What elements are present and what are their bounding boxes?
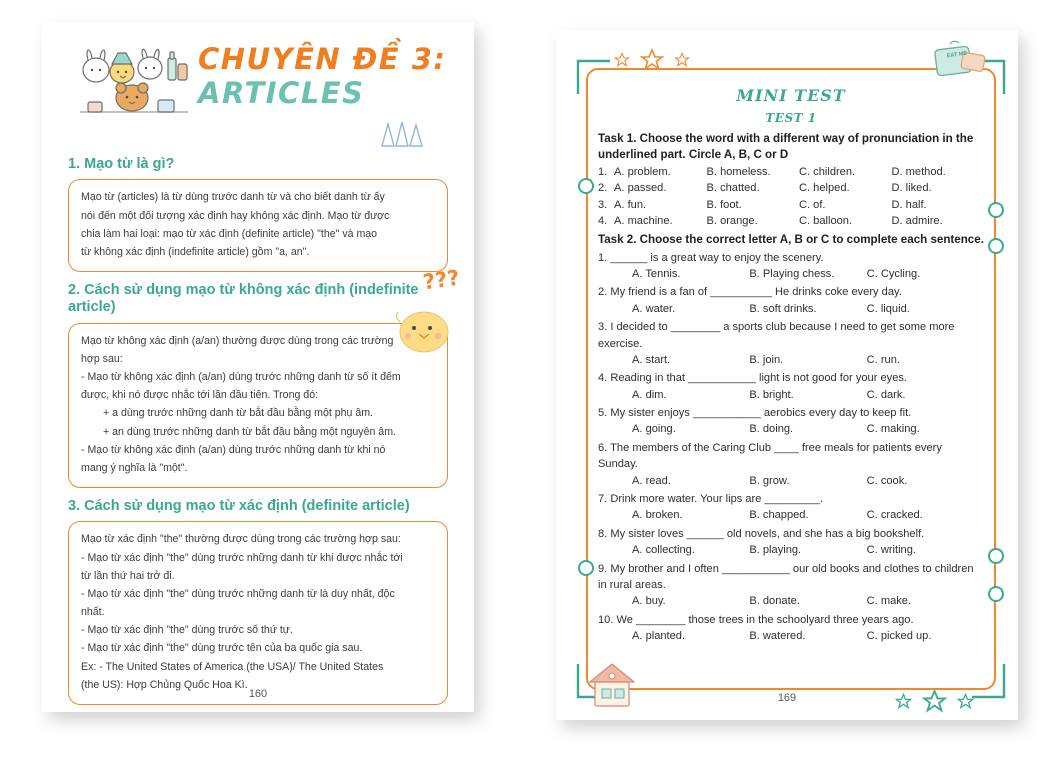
section-1-line-3: chia làm hai loại: mạo từ xác định (definite article) "the" và mạo (81, 227, 378, 240)
section-3-line-2: - Mạo từ xác định "the" dùng trước những danh từ khi được nhắc tới (81, 551, 403, 564)
section-3-box (68, 521, 448, 704)
eat-me-sticker-label: EAT ME (946, 50, 968, 60)
binder-ring-right-4 (988, 586, 1004, 602)
option-c[interactable]: C. helped. (799, 182, 850, 195)
section-1-line-2: nói đến một đối tượng xác định hay không xác định. Mạo từ được (81, 209, 390, 222)
option-b[interactable]: B. watered. (749, 630, 806, 643)
section-2-line-2: hợp sau: (81, 352, 123, 365)
section-3-line-3: từ lần thứ hai trở đi. (81, 569, 175, 582)
mini-test-title: MINI TEST (736, 86, 846, 105)
task-1-options (614, 180, 984, 197)
question-text: 1. ______ is a great way to enjoy the scenery. (598, 251, 824, 264)
right-page-content (556, 30, 1018, 720)
task-1-row (598, 197, 984, 214)
section-1-box (68, 179, 448, 272)
chapter-hero (68, 36, 448, 146)
section-2-line-4: được, khi nó được nhắc tới lần đầu tiên. Trong đó: (81, 389, 319, 402)
task-1-row (598, 180, 984, 197)
stars-top-decoration (614, 48, 690, 72)
task-1-row (598, 164, 984, 181)
question-options (598, 266, 984, 283)
test-label: TEST 1 (765, 111, 817, 126)
option-b[interactable]: B. foot. (706, 198, 742, 211)
question-options (598, 352, 984, 369)
section-3-line-5: nhất. (81, 606, 105, 619)
lunchbox-icon (932, 38, 988, 84)
left-page-content (42, 22, 474, 712)
option-c[interactable]: C. picked up. (866, 630, 932, 643)
task-1-row-number: 3. (598, 198, 608, 211)
option-a[interactable]: A. collecting. (632, 544, 695, 557)
option-a[interactable]: A. machine. (614, 215, 673, 228)
option-d[interactable]: D. half. (891, 198, 927, 211)
section-2-line-3: - Mạo từ không xác định (a/an) dùng trước những danh từ số ít đếm (81, 371, 401, 384)
option-b[interactable]: B. chatted. (706, 182, 760, 195)
binder-ring-right-2 (988, 238, 1004, 254)
question-options (598, 473, 984, 490)
option-b[interactable]: B. donate. (749, 595, 800, 608)
question-options (598, 628, 984, 645)
option-c[interactable]: C. making. (866, 423, 920, 436)
option-c[interactable]: C. run. (866, 353, 900, 366)
section-2-line-1: Mạo từ không xác định (a/an) thường được dùng trong các trường (81, 334, 394, 347)
question-text: 9. My brother and I often ___________ our old books and clothes to children in rural areas. (598, 562, 974, 591)
star-icon (674, 52, 690, 68)
task-1-row (598, 213, 984, 230)
option-b[interactable]: B. grow. (749, 474, 790, 487)
question-text: 7. Drink more water. Your lips are _________. (598, 492, 824, 505)
section-1-heading: 1. Mạo từ là gì? (68, 156, 175, 172)
option-c[interactable]: C. dark. (866, 388, 906, 401)
question-text: 8. My sister loves ______ old novels, and she has a big bookshelf. (598, 527, 925, 540)
question-text: 2. My friend is a fan of __________ He drinks coke every day. (598, 286, 902, 299)
question-options (598, 593, 984, 610)
section-1-line-1: Mạo từ (articles) là từ dùng trước danh từ và cho biết danh từ ấy (81, 191, 385, 204)
option-d[interactable]: D. liked. (891, 182, 932, 195)
task-2-title: Task 2. Choose the correct letter A, B or C to complete each sentence. (598, 233, 984, 247)
option-b[interactable]: B. doing. (749, 423, 794, 436)
section-3-line-9: (the US): Hợp Chủng Quốc Hoa Kì. (81, 678, 248, 691)
option-b[interactable]: B. join. (749, 353, 784, 366)
question-text: 4. Reading in that ___________ light is not good for your eyes. (598, 372, 907, 385)
triangle-decoration-icon (378, 118, 426, 148)
section-3-line-6: - Mạo từ xác định "the" dùng trước số thứ tự. (81, 624, 293, 637)
option-b[interactable]: B. orange. (706, 215, 758, 228)
section-3-line-1: Mạo từ xác định "the" thường được dùng trong các trường hợp sau: (81, 533, 401, 546)
section-3-line-4: - Mạo từ xác định "the" dùng trước những danh từ là duy nhất, độc (81, 587, 395, 600)
task-1-row-number: 4. (598, 215, 608, 228)
option-c[interactable]: C. of. (799, 198, 826, 211)
option-a[interactable]: A. broken. (632, 509, 683, 522)
section-2-line-6: + an dùng trước những danh từ bắt đầu bằng một nguyên âm. (103, 425, 396, 438)
section-3-line-7: - Mạo từ xác định "the" dùng trước tên của ba quốc gia sau. (81, 642, 363, 655)
section-2-line-5: + a dùng trước những danh từ bắt đầu bằng một phụ âm. (103, 407, 373, 420)
task-1-options (614, 213, 984, 230)
option-a[interactable]: A. passed. (614, 182, 667, 195)
binder-ring-left-2 (578, 560, 594, 576)
binder-ring-right-3 (988, 548, 1004, 564)
right-page-number: 169 (777, 692, 797, 704)
option-a[interactable]: A. buy. (632, 595, 666, 608)
star-icon (614, 52, 630, 68)
option-b[interactable]: B. playing. (749, 544, 802, 557)
left-page-sheet (42, 22, 474, 712)
option-c[interactable]: C. liquid. (866, 302, 910, 315)
question-text: 6. The members of the Caring Club ____ free meals for patients every Sunday. (598, 441, 942, 471)
option-b[interactable]: B. bright. (749, 388, 794, 401)
section-2-line-8: mang ý nghĩa là "một". (81, 461, 188, 474)
option-a[interactable]: A. going. (632, 423, 676, 436)
section-1-line-4: từ không xác định (indefinite article) gồm "a, an". (81, 245, 310, 258)
question-options (598, 507, 984, 524)
binder-ring-right-1 (988, 202, 1004, 218)
option-c[interactable]: C. children. (799, 165, 856, 178)
eat-me-sticker (932, 38, 988, 84)
option-c[interactable]: C. cook. (866, 474, 908, 487)
option-a[interactable]: A. water. (632, 302, 676, 315)
section-2-heading: 2. Cách sử dụng mạo từ không xác định (indefinite article) (68, 282, 419, 316)
mini-test-body (598, 82, 984, 672)
section-3-line-8: Ex: - The United States of America (the USA)/ The United States (81, 660, 384, 673)
option-a[interactable]: A. fun. (614, 198, 647, 211)
chapter-title-line1: CHUYÊN ĐỀ 3: (198, 42, 447, 76)
option-c[interactable]: C. balloon. (799, 215, 853, 228)
question-options (598, 542, 984, 559)
page-title (198, 42, 446, 110)
question-marks-decoration: ??? (421, 265, 462, 295)
option-c[interactable]: C. cracked. (866, 509, 923, 522)
section-2-line-7: - Mạo từ không xác định (a/an) dùng trước những danh từ khi nó (81, 443, 386, 456)
question-text: 10. We ________ those trees in the schoolyard three years ago. (598, 613, 914, 626)
question-text: 3. I decided to ________ a sports club because I need to get some more exercise. (598, 321, 955, 350)
task-1-options (614, 164, 984, 181)
kids-picnic-doodle-icon (74, 40, 194, 118)
option-c[interactable]: C. Cycling. (866, 267, 921, 280)
left-page-number: 160 (248, 688, 268, 700)
question-options (598, 301, 984, 318)
option-a[interactable]: A. dim. (632, 388, 667, 401)
option-b[interactable]: B. Playing chess. (749, 267, 835, 280)
task-1-row-number: 2. (598, 182, 608, 195)
right-page-sheet (556, 30, 1018, 720)
binder-ring-left-1 (578, 178, 594, 194)
task-1-title: Task 1. Choose the word with a different way of pronunciation in the underlined part. Circle A, B, C or D (598, 131, 974, 161)
star-icon (640, 48, 664, 72)
option-c[interactable]: C. make. (866, 595, 912, 608)
task-1-row-number: 1. (598, 165, 608, 178)
option-a[interactable]: A. read. (632, 474, 671, 487)
option-c[interactable]: C. writing. (866, 544, 916, 557)
option-b[interactable]: B. homeless. (706, 165, 771, 178)
chapter-title-line2: ARTICLES (198, 76, 365, 111)
question-options (598, 387, 984, 404)
section-3-heading: 3. Cách sử dụng mạo từ xác định (definite article) (68, 498, 410, 515)
option-a[interactable]: A. problem. (614, 165, 671, 178)
option-a[interactable]: A. planted. (632, 630, 686, 643)
option-b[interactable]: B. soft drinks. (749, 302, 817, 315)
option-d[interactable]: D. method. (891, 165, 946, 178)
task-1-options (614, 197, 984, 214)
question-text: 5. My sister enjoys ___________ aerobics every day to keep fit. (598, 407, 912, 420)
option-a[interactable]: A. start. (632, 353, 671, 366)
option-a[interactable]: A. Tennis. (632, 267, 681, 280)
chick-doodle-icon (386, 298, 460, 356)
option-d[interactable]: D. admire. (891, 215, 943, 228)
option-b[interactable]: B. chapped. (749, 509, 809, 522)
question-options (598, 421, 984, 438)
